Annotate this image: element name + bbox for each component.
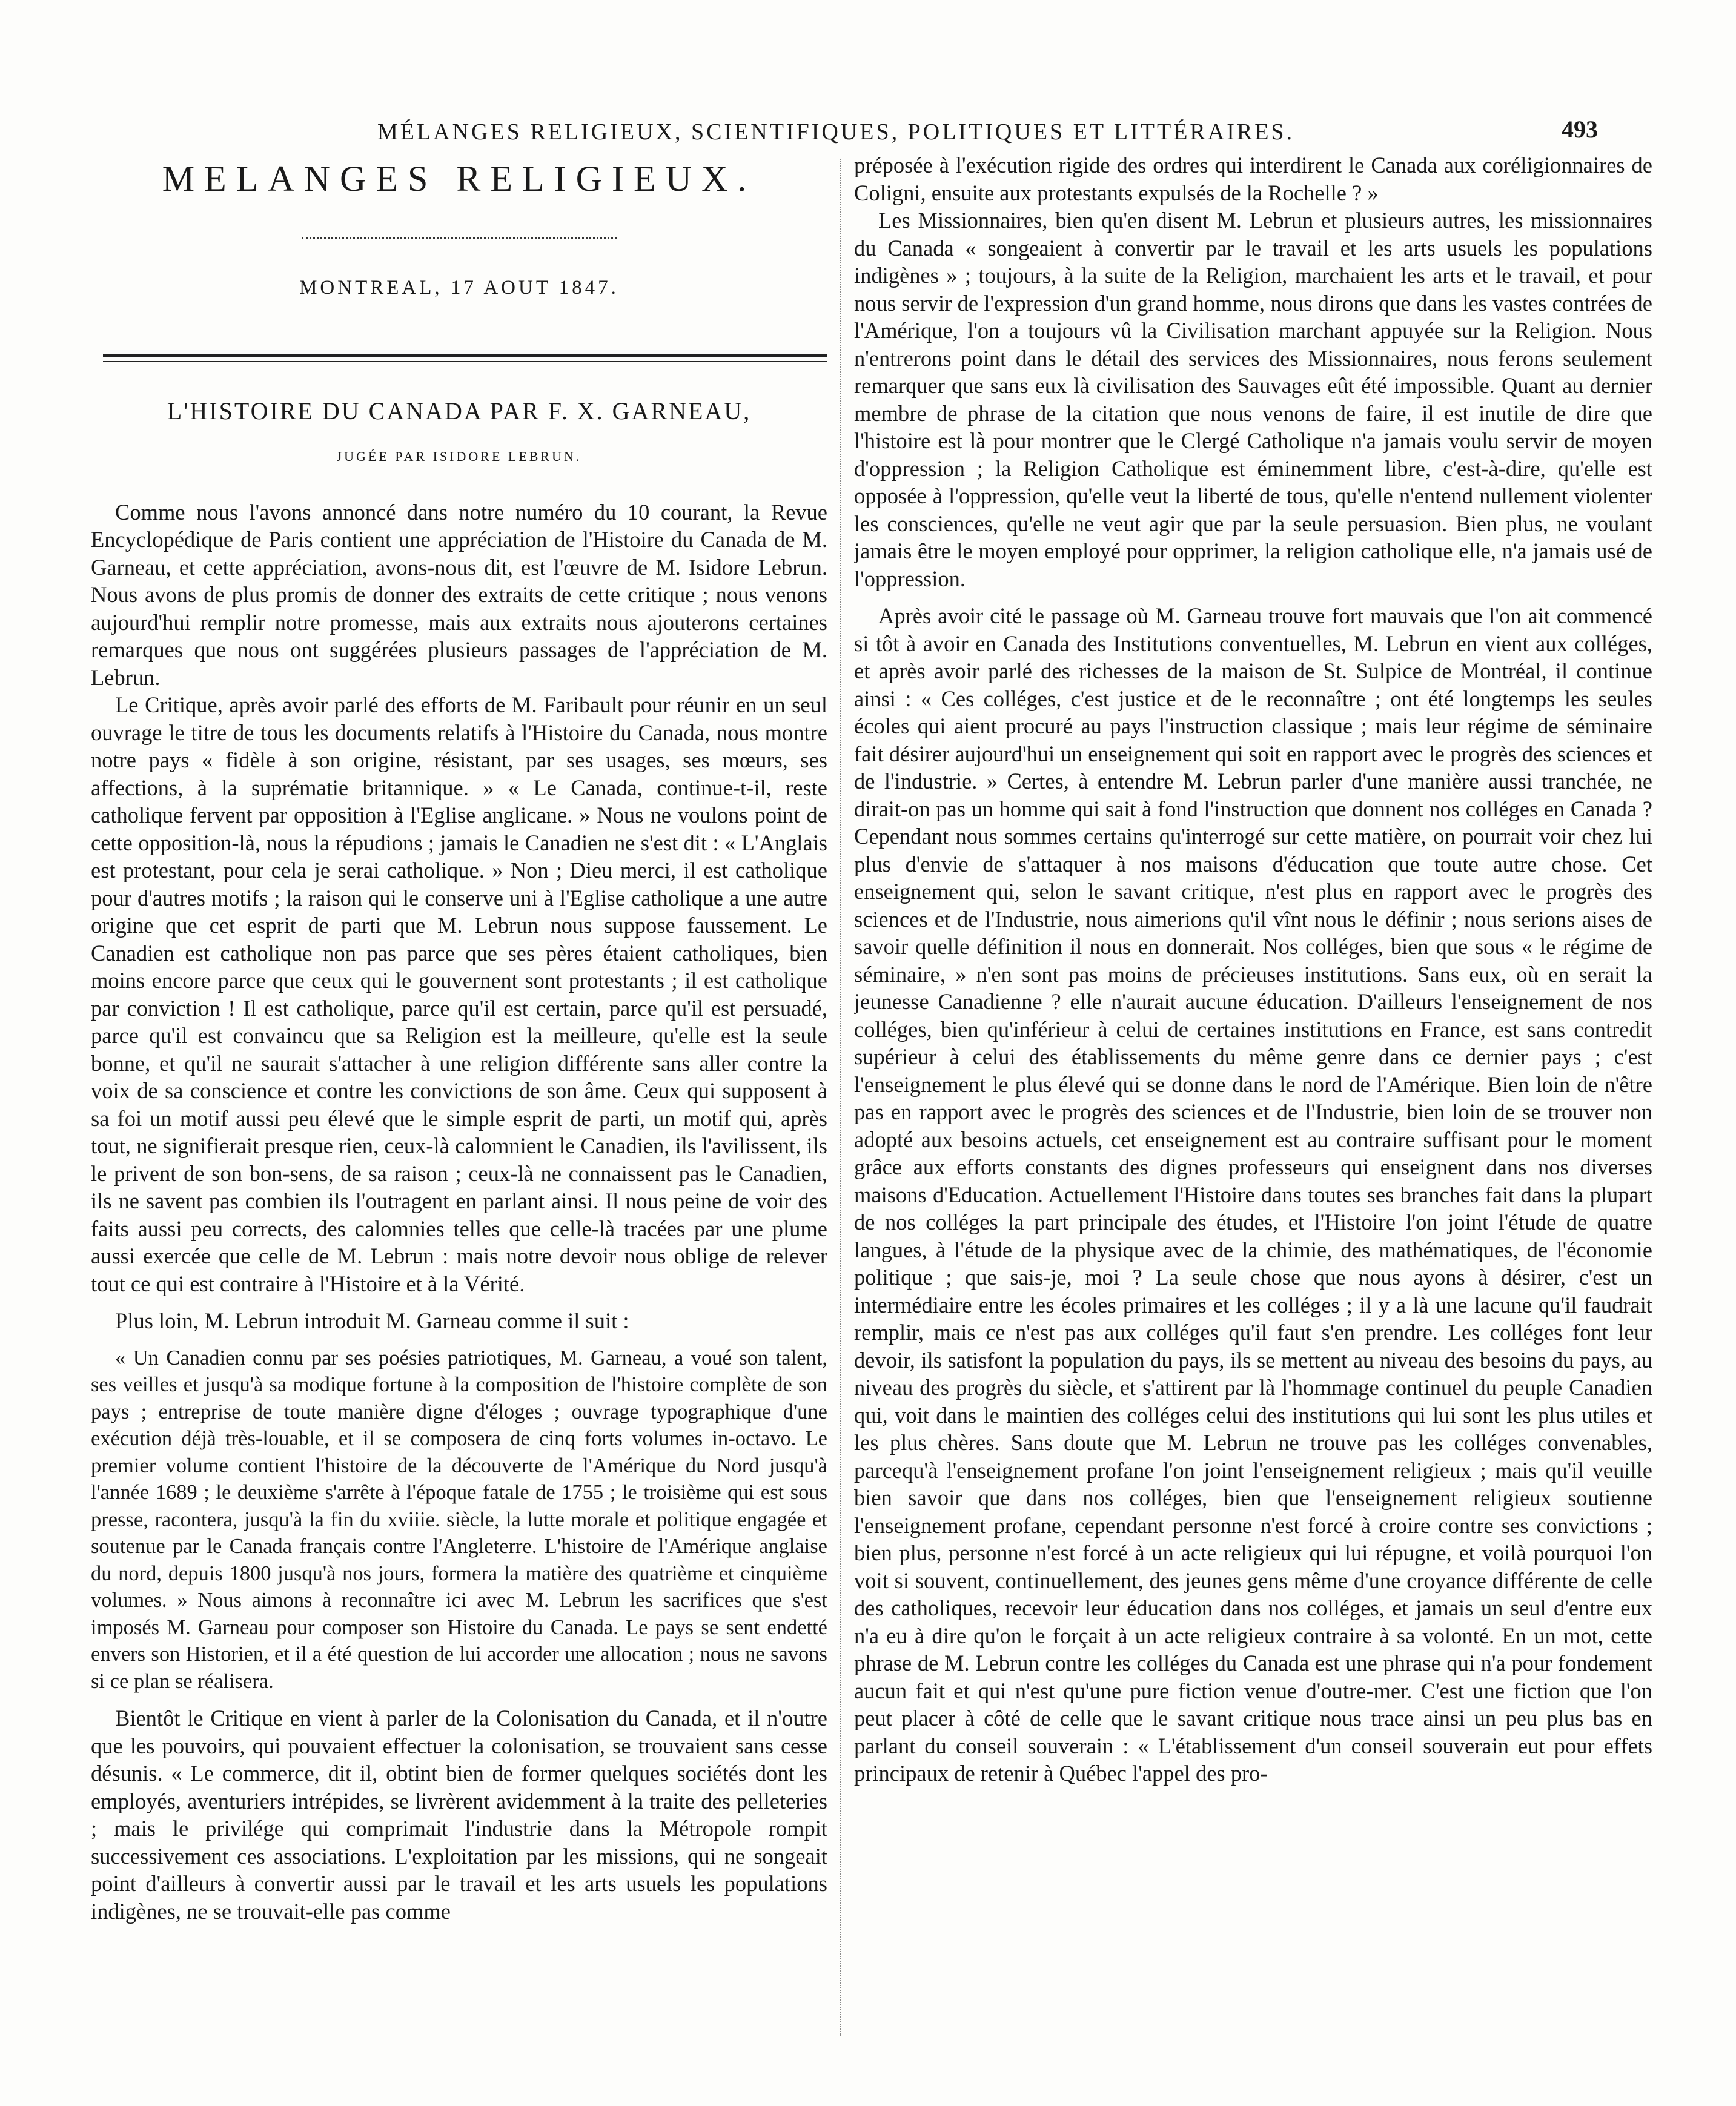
page-number: 493 bbox=[1562, 116, 1598, 143]
double-rule-divider bbox=[103, 354, 827, 362]
paragraph: Après avoir cité le passage où M. Garneau trouve fort mauvais que l'on ait commencé si tôt à avoir en Canada des Institutions conventuelles, M. Lebrun en vient aux colléges, et après avoir parlé des richesses de la maison de St. Sulpice de Montréal, il continue ainsi : « Ces colléges, c'est justice et de le reconnaître ; ont été longtemps les seules écoles qui aient procuré au pays l'instruction classique ; mais leur régime de séminaire fait désirer aujourd'hui un enseignement qui soit en rapport avec le progrès des sciences et de l'industrie. » Certes, à entendre M. Lebrun parler d'une manière aussi tranchée, ne dirait-on pas un homme qui sait à fond l'instruction que donnent nos colléges en Canada ? Cependant nous sommes certains qu'interrogé sur cette matière, on pourrait voir chez lui plus d'envie de s'attaquer à nos maisons d'éducation que toute autre chose. Cet enseignement qui, selon le savant critique, n'est plus en rapport avec le progrès des sciences et de l'Industrie, nous aimerions qu'il vînt nous le définir ; nous serions aises de savoir quelle définition il nous en donnerait. Nos colléges, bien que sous « le régime de séminaire, » n'en sont pas moins de précieuses institutions. Sans eux, où en serait la jeunesse Canadienne ? elle n'aurait aucune éducation. D'ailleurs l'enseignement de nos colléges, bien qu'inférieur à celui de certaines institutions en France, est sans contredit supérieur à celui des établissements du même genre dans ce dernier pays ; c'est l'enseignement le plus élevé qui se donne dans le nord de l'Amérique. Bien loin de n'être pas en rapport avec le progrès des sciences et de l'Industrie, bien loin de se trouver non adopté aux besoins actuels, cet enseignement est au contraire suffisant pour le moment grâce aux efforts constants des dignes professeurs qui enseignent dans nos diverses maisons d'Education. Actuellement l'Histoire dans toutes ses branches fait dans la plupart de nos colléges la part principale des études, et l'Histoire l'on joint l'étude de quatre langues, à l'étude de la physique avec de la chimie, des mathématiques, de l'économie politique ; que sais-je, moi ? La seule chose que nous ayons à désirer, c'est un intermédiaire entre les écoles primaires et les colléges ; il y a là une lacune qu'il faudrait remplir, mais ce n'est pas aux colléges qu'il faut s'en prendre. Les colléges font leur devoir, ils satisfont la population du pays, ils se mettent au niveau des besoins du pays, au niveau des progrès du siècle, et s'attirent par là l'hommage continuel du peuple Canadien qui, voit dans le maintien des colléges celui des institutions qui lui sont les plus utiles et les plus chères. Sans doute que M. Lebrun ne trouve pas les colléges convenables, parcequ'à l'enseignement profane l'on joint l'enseignement religieux ; mais qu'il veuille bien savoir que dans nos colléges, bien que l'enseignement religieux soutienne l'enseignement profane, cependant personne n'est forcé à croire contre ses convictions ; bien plus, personne n'est forcé à un acte religieux qui lui répugne, et voilà pourquoi l'on voit si souvent, continuellement, des jeunes gens même d'une croyance différente de celle des catholiques, recevoir leur éducation dans nos colléges, et jamais un seul d'entre eux n'a eu à dire qu'on le forçait à un acte religieux contraire à sa volonté. En un mot, cette phrase de M. Lebrun contre les colléges du Canada est une phrase qui n'a pour fondement aucun fait et qui n'est qu'une pure fiction venue d'outre-mer. C'est une fiction que l'on peut placer à côté de celle que le savant critique nous trace ainsi un peu plus bas en parlant du conseil souverain : « L'établissement d'un conseil souverain eut pour effets principaux de retenir à Québec l'appel des pro- bbox=[854, 603, 1652, 1786]
right-column bbox=[854, 151, 1652, 2053]
paragraph: Plus loin, M. Lebrun introduit M. Garneau comme il suit : bbox=[115, 1308, 629, 1333]
section-title: MELANGES RELIGIEUX. bbox=[162, 159, 757, 199]
paragraph: Comme nous l'avons annoncé dans notre numéro du 10 courant, la Revue Encyclopédique de Paris contient une appréciation de l'Histoire du Canada de M. Garneau, et cette appréciation, avons-nous dit, est l'œuvre de M. Isidore Lebrun. Nous avons de plus promis de donner des extraits de cette critique ; nous venons aujourd'hui remplir notre promesse, mais aux extraits nous ajouterons certaines remarques que nous ont suggérées plusieurs passages de l'appréciation de M. Lebrun. bbox=[91, 499, 827, 690]
paragraph: Bientôt le Critique en vient à parler de la Colonisation du Canada, et il n'outre que les pouvoirs, qui pouvaient effectuer la colonisation, se trouvaient sans cesse désunis. « Le commerce, dit il, obtint bien de former quelques sociétés dont les employés, aventuriers intrépides, se livrèrent avidemment à la traite des pelleteries ; mais le privilége qui comprimait l'industrie dans la Métropole rompit successivement ces associations. L'exploitation par les missions, qui ne songeait point d'ailleurs à convertir aussi par le travail et les arts usuels les populations indigènes, ne se trouvait-elle pas comme bbox=[91, 1706, 827, 1924]
block-quote: « Un Canadien connu par ses poésies patriotiques, M. Garneau, a voué son talent, ses veilles et jusqu'à sa modique fortune à la composition de l'histoire complète de son pays ; entreprise de toute manière digne d'éloges ; ouvrage typographique d'une exécution déjà très-louable, et il se composera de cinq forts volumes in-octavo. Le premier volume contient l'histoire de la découverte de l'Amérique du Nord jusqu'à l'année 1689 ; le deuxième s'arrête à l'époque fatale de 1755 ; le troisième qui est sous presse, racontera, jusqu'à la fin du xviiie. siècle, la lutte morale et politique engagée et soutenue par le Canada français contre l'Angleterre. L'histoire de l'Amérique anglaise du nord, depuis 1800 jusqu'à nos jours, formera la matière des quatrième et cinquième volumes. » Nous aimons à reconnaître ici avec M. Lebrun les sacrifices que s'est imposés M. Garneau pour composer son Histoire du Canada. Le pays se sent endetté envers son Historien, et il a été question de lui accorder une allocation ; nous ne savons si ce plan se réalisera. bbox=[91, 1346, 827, 1693]
left-column bbox=[91, 151, 827, 2053]
paragraph-continued: préposée à l'exécution rigide des ordres qui interdirent le Canada aux coréligionnaires de Coligni, ensuite aux protestants expulsés de la Rochelle ? » bbox=[854, 153, 1652, 205]
dotted-divider bbox=[302, 237, 617, 239]
article-byline: JUGÉE PAR ISIDORE LEBRUN. bbox=[336, 449, 582, 464]
article-title: L'HISTOIRE DU CANADA PAR F. X. GARNEAU, bbox=[167, 397, 752, 425]
paragraph: Le Critique, après avoir parlé des efforts de M. Faribault pour réunir en un seul ouvrage le titre de tous les documents relatifs à l'Histoire du Canada, nous montre notre pays « fidèle à son origine, résistant, par ses usages, ses mœurs, ses affections, à la suprématie britannique. » « Le Canada, continue-t-il, reste catholique fervent par opposition à l'Eglise anglicane. » Nous ne voulons point de cette opposition-là, nous la répudions ; jamais le Canadien ne s'est dit : « L'Anglais est protestant, pour cela je serai catholique. » Non ; Dieu merci, il est catholique pour d'autres motifs ; la raison qui le conserve uni à l'Eglise catholique a une autre origine que cet esprit de parti que M. Lebrun nous suppose faussement. Le Canadien est catholique non pas parce que ses pères étaient catholiques, bien moins encore parce que ceux qui le gouvernent sont protestants ; il est catholique par conviction ! Il est catholique, parce qu'il est certain, parce qu'il est persuadé, parce qu'il est convaincu que sa Religion est la meilleure, qu'elle est la seule bonne, et qu'il ne saurait s'attacher à une religion différente sans aller contre la voix de sa conscience et contre les convictions de son âme. Ceux qui supposent à sa foi un motif aussi peu élevé que le simple esprit de parti, un motif qui, après tout, ne signifierait presque rien, ceux-là calomnient le Canadien, ils l'avilissent, ils le privent de son bon-sens, de sa raison ; ceux-là ne connaissent pas le Canadien, ils ne savent pas combien ils l'outragent en parlant ainsi. Il nous peine de voir des faits aussi peu corrects, des calomnies telles que celle-là tracées par une plume aussi exercée que celle de M. Lebrun : mais notre devoir nous oblige de relever tout ce qui est contraire à l'Histoire et à la Vérité. bbox=[91, 692, 827, 1296]
running-head: MÉLANGES RELIGIEUX, SCIENTIFIQUES, POLITIQUES ET LITTÉRAIRES. bbox=[377, 119, 1295, 145]
paragraph: Les Missionnaires, bien qu'en disent M. Lebrun et plusieurs autres, les missionnaires du Canada « songeaient à convertir par le travail et les arts usuels les populations indigènes » ; toujours, à la suite de la Religion, marchaient les arts et le travail, et pour nous servir de l'expression d'un grand homme, nous dirons que dans les vastes contrées de l'Amérique, l'on a toujours vû la Civilisation marchant appuyée sur la Religion. Nous n'entrerons point dans le détail des services des Missionnaires, nous ferons seulement remarquer que sans eux là civilisation des Sauvages eût été impossible. Quant au dernier membre de phrase de la citation que nous venons de faire, il est inutile de dire que l'histoire est là pour montrer que le Clergé Catholique n'a jamais voulu servir de moyen d'oppression ; la Religion Catholique est éminemment libre, c'est-à-dire, qu'elle est opposée à l'oppression, qu'elle veut la liberté de tous, qu'elle n'entend nullement violenter les consciences, qu'elle ne veut agir que par la seule persuasion. Bien plus, ne voulant jamais être le moyen employé pour opprimer, la religion catholique elle, n'a jamais usé de l'oppression. bbox=[854, 208, 1652, 591]
dateline: MONTREAL, 17 AOUT 1847. bbox=[299, 277, 619, 299]
column-divider bbox=[840, 159, 841, 2036]
